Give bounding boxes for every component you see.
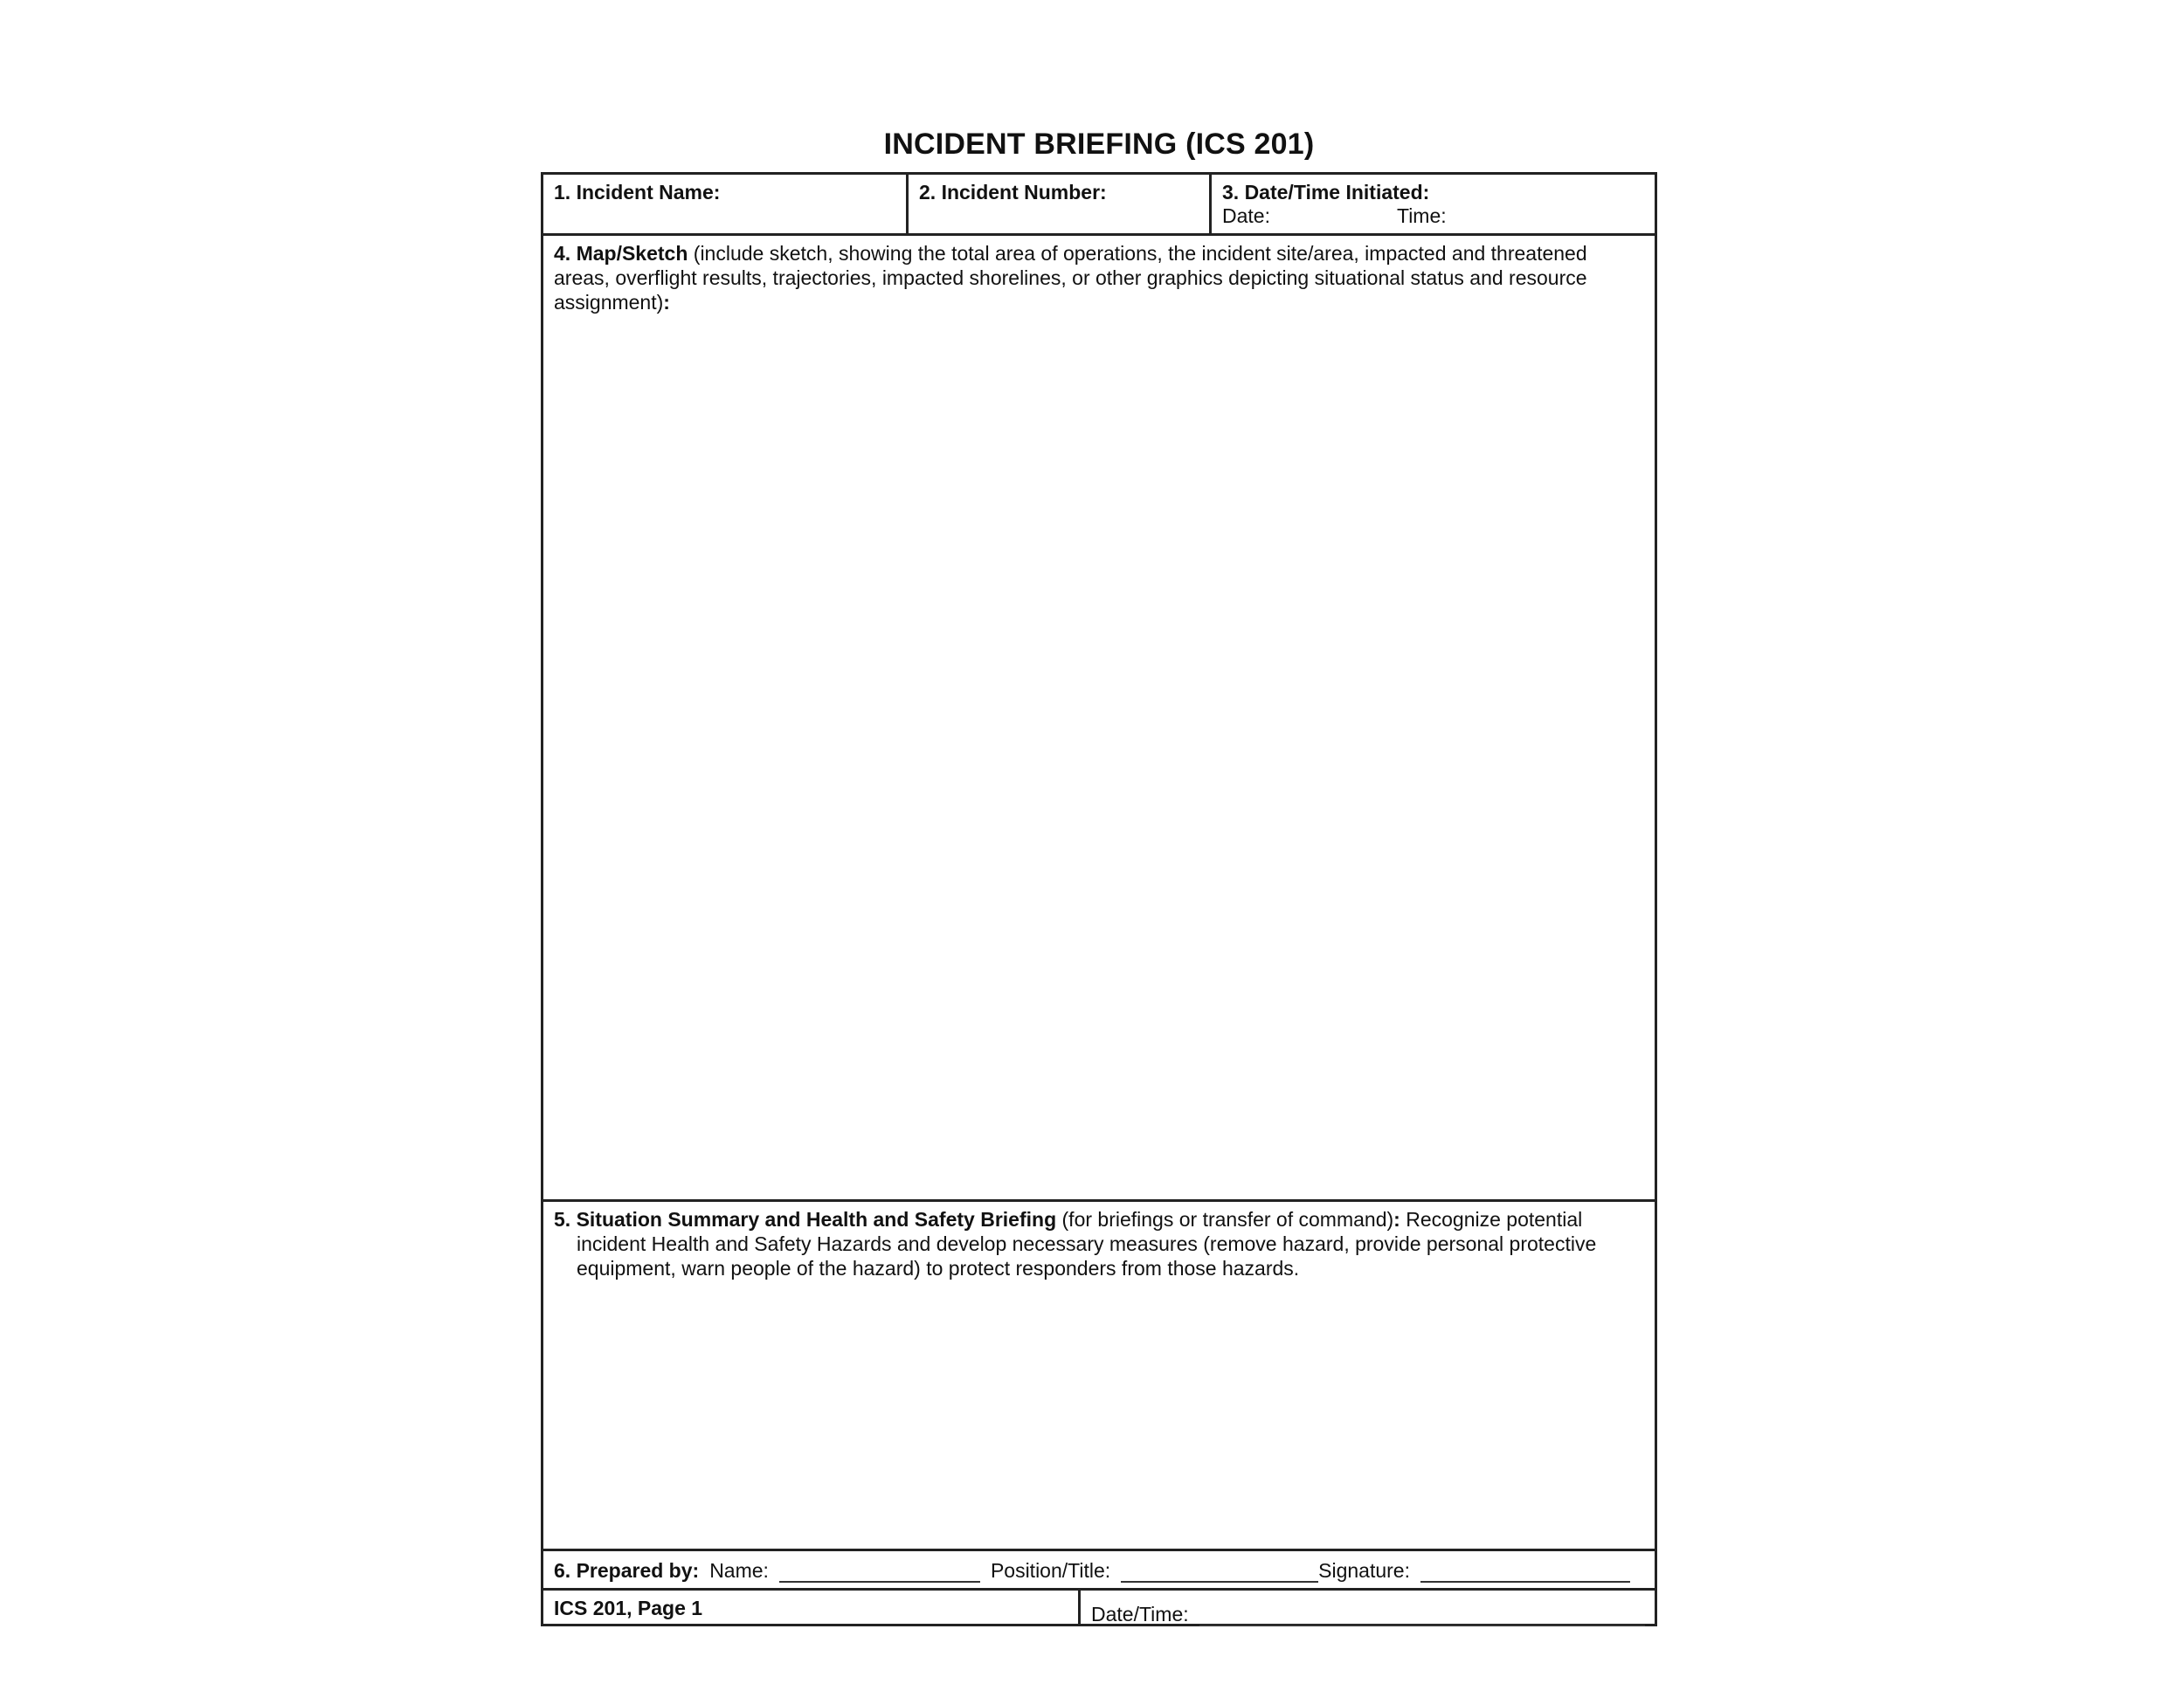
- date-field[interactable]: Date:: [1222, 204, 1270, 227]
- position-title-label: Position/Title:: [990, 1559, 1111, 1582]
- position-title-input[interactable]: [1121, 1560, 1318, 1583]
- situation-summary-label: 5. Situation Summary and Health and Safety Briefing: [554, 1208, 1057, 1231]
- incident-number-label: 2. Incident Number:: [919, 181, 1107, 204]
- situation-summary-instructions: [554, 1207, 1620, 1280]
- signature-label: Signature:: [1318, 1559, 1410, 1582]
- form-frame: [541, 172, 1657, 1626]
- incident-name-field[interactable]: [543, 175, 909, 233]
- situation-summary-section[interactable]: [543, 1202, 1655, 1551]
- datetime-label: Date/Time:: [1091, 1603, 1189, 1625]
- signature-input[interactable]: [1420, 1560, 1630, 1583]
- map-sketch-instructions: [554, 241, 1620, 314]
- map-sketch-description: (include sketch, showing the total area of operations, the incident site/area, impacted and threatened areas, overflight results, trajectories, impacted shorelines, or other graphics depicting situational status and resource assignment): [554, 242, 1587, 314]
- situation-summary-colon: :: [1393, 1208, 1400, 1231]
- datetime-initiated-field: [1212, 175, 1655, 233]
- form-title: INCIDENT BRIEFING (ICS 201): [883, 128, 1315, 161]
- name-label: Name:: [709, 1559, 769, 1582]
- form-page-label: ICS 201, Page 1: [543, 1591, 1081, 1626]
- map-sketch-section[interactable]: [543, 236, 1655, 1202]
- prepared-by-label: 6. Prepared by:: [554, 1559, 700, 1582]
- time-field[interactable]: Time:: [1397, 204, 1447, 227]
- incident-number-field[interactable]: [909, 175, 1212, 233]
- incident-name-label: 1. Incident Name:: [554, 181, 721, 204]
- prepared-by-row: [543, 1551, 1655, 1591]
- map-sketch-colon: :: [663, 291, 670, 314]
- header-row: [543, 175, 1655, 236]
- datetime-input[interactable]: [1199, 1604, 1645, 1626]
- datetime-initiated-label: 3. Date/Time Initiated:: [1222, 181, 1430, 204]
- situation-summary-paren: (for briefings or transfer of command): [1061, 1208, 1394, 1231]
- footer-row: [543, 1591, 1655, 1626]
- situation-summary-description: Recognize potential incident Health and Safety Hazards and develop necessary measures (remove hazard, provide personal protective equipment, warn people of the hazard) to protect responders from those hazards.: [577, 1208, 1597, 1280]
- name-input[interactable]: [779, 1560, 980, 1583]
- map-sketch-label: 4. Map/Sketch: [554, 242, 688, 265]
